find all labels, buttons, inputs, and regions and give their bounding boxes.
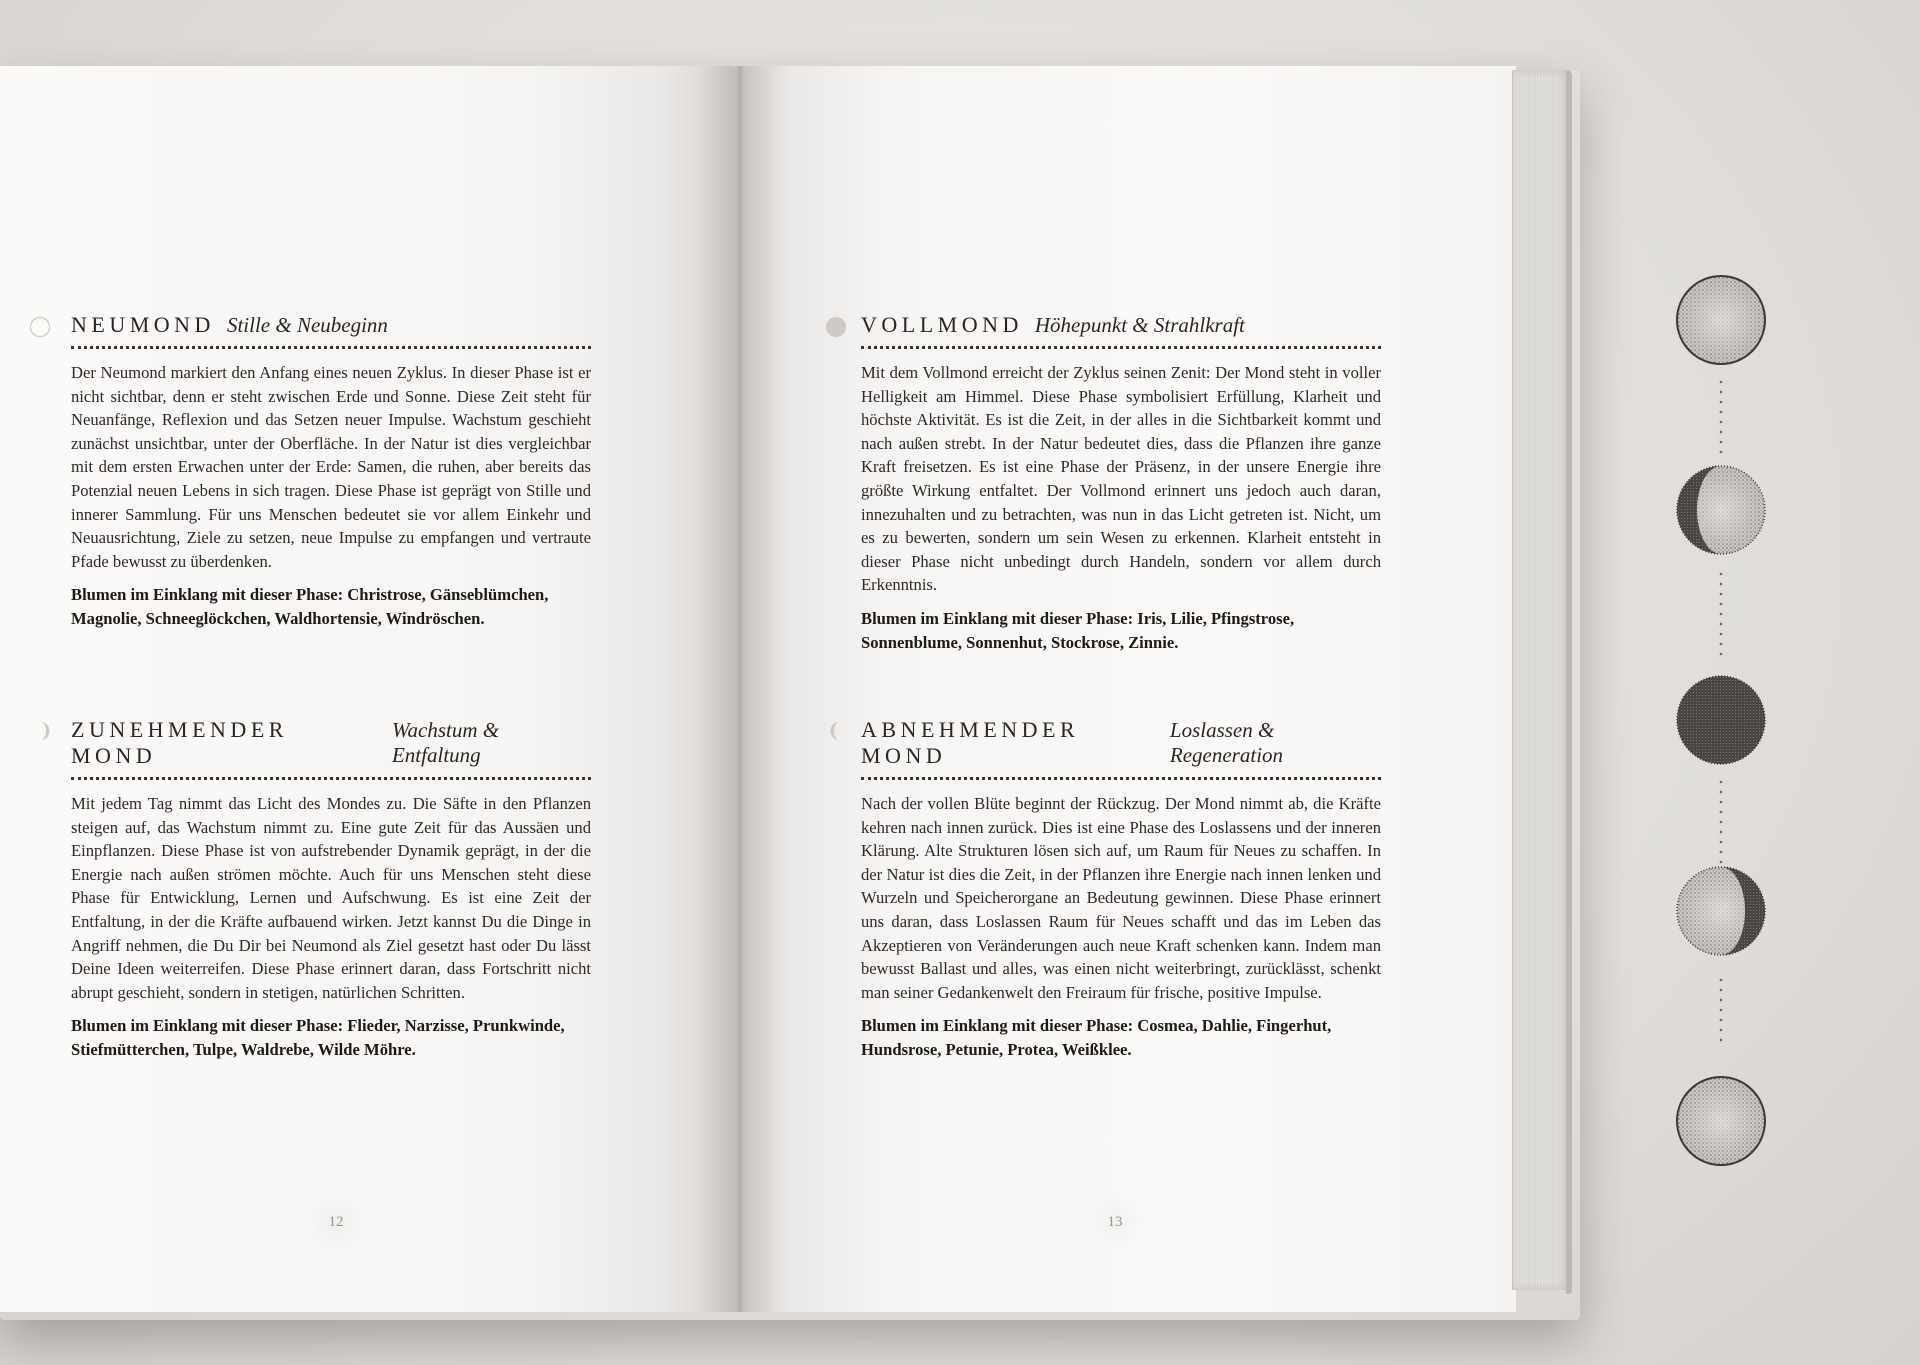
dotted-connector xyxy=(1719,378,1723,458)
section-flowers: Blumen im Einklang mit dieser Phase: Iris, Lilie, Pfingstrose, Sonnenblume, Sonnenhut, Stockrose, Zinnie. xyxy=(861,608,1295,652)
section-header xyxy=(71,717,591,780)
full-moon-icon xyxy=(1674,273,1768,367)
page-edges xyxy=(1512,70,1571,1290)
full-moon-icon xyxy=(1674,1074,1768,1168)
right-page xyxy=(736,66,1516,1312)
section-header xyxy=(861,717,1381,780)
section-subtitle: Loslassen & Regeneration xyxy=(1169,718,1284,767)
left-page xyxy=(0,66,736,1312)
section-subtitle: Höhepunkt & Strahlkraft xyxy=(1034,313,1245,337)
section-body: Mit dem Vollmond erreicht der Zyklus seinen Zenit: Der Mond steht in voller Helligkeit am Himmel. Diese Phase symbolisiert Erfüllung, Klarheit und höchste Aktivität. Es ist die Zeit, in der alles in die Sichtbarkeit kommt und nach außen strebt. In der Natur bedeutet dies, dass die Pflanzen ihre ganze Kraft freisetzen. Es ist eine Phase der Präsenz, in der unsere Energie ihre größte Wirkung entfaltet. Der Vollmond erinnert uns jedoch auch daran, innezuhalten und zu betrachten, was nun in das Licht getreten ist. Nicht, um es zu bewerten, sondern um sein Wesen zu erkennen. Klarheit entsteht in dieser Phase nicht unbedingt durch Handeln, sondern vor allem durch Erkenntnis. xyxy=(861,363,1381,595)
section-title: NEUMOND xyxy=(71,312,215,337)
dotted-connector xyxy=(1719,570,1723,660)
section-subtitle: Stille & Neubeginn xyxy=(226,313,388,337)
section-abnehmender-mond xyxy=(861,717,1381,1062)
section-flowers: Blumen im Einklang mit dieser Phase: Flieder, Narzisse, Prunkwinde, Stiefmütterchen, Tulpe, Waldrebe, Wilde Möhre. xyxy=(71,1016,565,1059)
cover-edge xyxy=(1566,72,1572,1294)
section-header xyxy=(861,312,1381,349)
waxing-crescent-icon xyxy=(1674,463,1768,557)
waning-crescent-icon xyxy=(1674,864,1768,958)
section-title: ABNEHMENDER MOND xyxy=(861,717,1080,768)
full-moon-icon xyxy=(825,316,847,338)
section-body: Der Neumond markiert den Anfang eines neuen Zyklus. In dieser Phase ist er nicht sichtbar, denn er steht zwischen Erde und Sonne. Diese Zeit steht für Neuanfänge, Reflexion und das Setzen neuer Impulse. Wachstum geschieht zunächst unsichtbar, unter der Oberfläche. In der Natur ist dies vergleichbar mit dem ersten Erwachen unter der Erde: Samen, die ruhen, aber bereits das Potenzial neuen Lebens in sich tragen. Diese Phase ist geprägt von Stille und innerer Sammlung. Für uns Menschen bedeutet sie vor allem Einkehr und Neuausrichtung, Ziele zu setzen, neue Impulse zu empfangen und vertraute Pfade bewusst zu überdenken. xyxy=(71,363,591,571)
section-title: ZUNEHMENDER MOND xyxy=(71,717,288,768)
section-flowers: Blumen im Einklang mit dieser Phase: Christrose, Gänseblümchen, Magnolie, Schneeglöckchen, Waldhortensie, Windröschen. xyxy=(71,585,549,628)
dotted-connector xyxy=(1719,778,1723,868)
section-subtitle: Wachstum & Entfaltung xyxy=(391,718,500,767)
section-zunehmender-mond xyxy=(71,717,591,1062)
new-moon-icon xyxy=(1674,673,1768,767)
section-body: Mit jedem Tag nimmt das Licht des Mondes zu. Die Säfte in den Pflanzen steigen auf, das Wachstum nimmt zu. Eine gute Zeit für das Aussäen und Einpflanzen. Diese Phase ist von aufstrebender Dynamik geprägt, in der die Energie nach außen strömen möchte. Auch für uns Menschen steht diese Phase für Entwicklung, Lernen und Aufschwung. Es ist eine Zeit der Entfaltung, in der die Kräfte aufbauend wirken. Jetzt kannst Du die Dinge in Angriff nehmen, die Du Dir bei Neumond als Ziel gesetzt hast oder Du lässt Deine Ideen weiterreifen. Diese Phase erinnert daran, dass Fortschritt nicht abrupt geschieht, sondern in stetigen, natürlichen Schritten. xyxy=(71,794,591,1002)
section-title: VOLLMOND xyxy=(861,312,1023,337)
waxing-moon-icon xyxy=(29,720,51,742)
waning-moon-icon xyxy=(829,720,851,742)
section-vollmond xyxy=(861,312,1381,654)
page-number-left: 12 xyxy=(306,1192,366,1252)
page-number-right: 13 xyxy=(1085,1192,1145,1252)
section-body: Nach der vollen Blüte beginnt der Rückzug. Der Mond nimmt ab, die Kräfte kehren nach innen zurück. Dies ist eine Phase des Loslassens und der inneren Klärung. Alte Strukturen lösen sich auf, um Raum für Neues zu schaffen. In der Natur ist dies die Zeit, in der Pflanzen ihre Energie nach innen lenken und Wurzeln und Speicherorgane an Bedeutung gewinnen. Diese Phase erinnert uns daran, dass Loslassen Raum für Neues schafft und das im Leben das Akzeptieren von Veränderungen auch neue Kraft schenken kann. Indem man bewusst Ballast und alles, was einen nicht weiterbringt, zurücklässt, schenkt man seiner Gedankenwelt den Freiraum für frische, positive Impulse. xyxy=(861,794,1381,1002)
section-header xyxy=(71,312,591,349)
section-flowers: Blumen im Einklang mit dieser Phase: Cosmea, Dahlie, Fingerhut, Hundsrose, Petunie, Protea, Weißklee. xyxy=(861,1016,1332,1059)
section-neumond xyxy=(71,312,591,631)
dotted-connector xyxy=(1719,976,1723,1056)
new-moon-icon xyxy=(29,316,51,338)
